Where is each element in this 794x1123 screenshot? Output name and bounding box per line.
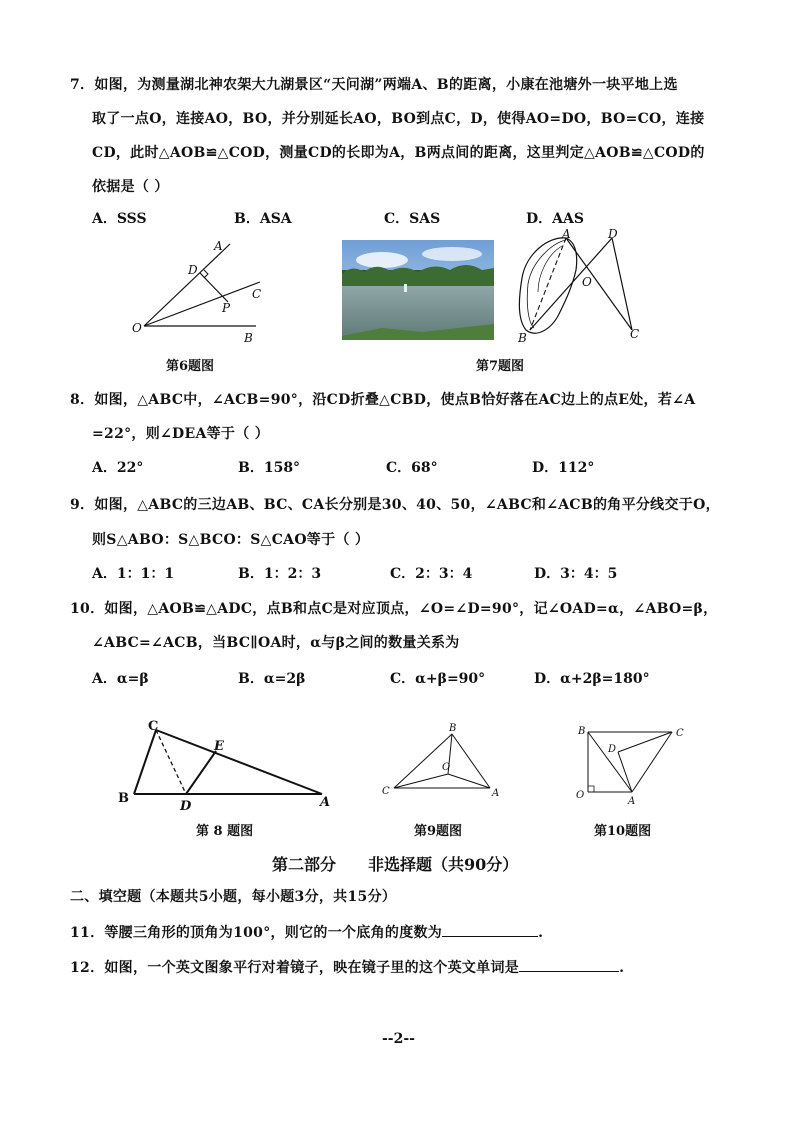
q11-answer-blank[interactable] [442, 922, 538, 937]
q12-end: . [619, 960, 625, 976]
q7-line-4: 依据是（ ） [92, 179, 169, 195]
figure-9-diagram [378, 722, 508, 802]
q9-line-2: 则S△ABO：S△BCO：S△CAO等于（ ） [92, 532, 370, 548]
part-two-title: 第二部分 非选择题（共90分） [272, 855, 519, 874]
fig10-label-b: B [578, 726, 586, 737]
q12-text: 12．如图，一个英文图象平行对着镜子，映在镜子里的这个英文单词是 [70, 960, 520, 976]
q8-option-d: D．112° [532, 460, 595, 476]
fig9-label-o: O [442, 762, 451, 773]
q8-line-2: =22°，则∠DEA等于（ ） [92, 426, 269, 442]
q11-text: 11．等腰三角形的顶角为100°，则它的一个底角的度数为 [70, 925, 443, 941]
q8-option-b: B．158° [238, 460, 301, 476]
fig6-label-b: B [244, 331, 253, 345]
q7-option-d: D．AAS [526, 211, 584, 227]
fig8-label-c: C [148, 719, 159, 734]
q7-line-1: 7．如图，为测量湖北神农架大九湖景区“天问湖”两端A、B的距离，小康在池塘外一块平地上选 [70, 77, 678, 93]
q8-option-c: C．68° [386, 460, 438, 476]
figure-7-diagram [508, 227, 658, 348]
figure-9-caption: 第9题图 [414, 824, 463, 839]
q9-option-b: B．1：2：3 [238, 566, 322, 582]
q7-line-3: CD，此时△AOB≌△COD，测量CD的长即为A，B两点间的距离，这里判定△AOB≌△COD的 [92, 145, 705, 161]
figure-10-diagram [572, 722, 692, 812]
fig8-label-b: B [118, 791, 129, 806]
fig10-label-a: A [628, 796, 636, 807]
q10-option-c: C．α+β=90° [390, 671, 486, 687]
fig6-label-d: D [188, 263, 198, 277]
fig8-label-a: A [320, 795, 331, 810]
q11-line [70, 922, 543, 942]
lake-photo [342, 240, 494, 340]
fig6-label-c: C [252, 287, 262, 301]
fig6-label-p: P [222, 301, 231, 315]
fig10-label-d: D [608, 744, 617, 755]
q12-answer-blank[interactable] [519, 957, 619, 972]
q7-line-2: 取了一点O，连接AO，BO，并分别延长AO，BO到点C，D，使得AO=DO，BO=CO，连接 [92, 111, 705, 127]
q11-end: . [538, 925, 544, 941]
fig8-label-e: E [214, 739, 224, 754]
fig9-label-c: C [382, 786, 390, 797]
q7-option-c: C．SAS [384, 211, 441, 227]
fig7-label-d: D [608, 227, 618, 241]
figure-6-caption: 第6题图 [166, 359, 215, 374]
figure-8-caption: 第 8 题图 [196, 824, 254, 839]
fig8-label-d: D [180, 799, 192, 814]
page-number: --2-- [382, 1031, 415, 1047]
q10-option-d: D．α+2β=180° [534, 671, 650, 687]
q10-line-1: 10．如图，△AOB≌△ADC，点B和点C是对应顶点，∠O=∠D=90°，记∠OAD=α，∠ABO=β， [70, 601, 718, 617]
figure-6-diagram [120, 236, 280, 351]
fig10-label-c: C [676, 728, 684, 739]
q7-option-a: A．SSS [92, 211, 147, 227]
fig7-label-o: O [582, 275, 592, 289]
fig9-label-b: B [449, 723, 457, 734]
q7-option-b: B．ASA [234, 211, 292, 227]
fig9-label-a: A [492, 788, 500, 799]
q12-line [70, 957, 624, 977]
fig6-label-o: O [132, 321, 142, 335]
fig6-label-a: A [214, 239, 223, 253]
q10-option-b: B．α=2β [238, 671, 306, 687]
fig7-label-a: A [562, 227, 571, 241]
q9-option-a: A．1：1：1 [92, 566, 175, 582]
fig7-label-c: C [630, 327, 640, 341]
figure-7-caption: 第7题图 [476, 359, 525, 374]
q8-option-a: A．22° [92, 460, 144, 476]
q9-line-1: 9．如图，△ABC的三边AB、BC、CA长分别是30、40、50，∠ABC和∠ACB的角平分线交于O， [70, 497, 720, 513]
q8-line-1: 8．如图，△ABC中，∠ACB=90°，沿CD折叠△CBD，使点B恰好落在AC边上的点E处，若∠A [70, 392, 696, 408]
figure-10-caption: 第10题图 [594, 824, 652, 839]
fig7-label-b: B [518, 331, 527, 345]
figure-8-diagram [112, 716, 342, 814]
fill-in-section-heading: 二、填空题（本题共5小题，每小题3分，共15分） [70, 889, 397, 905]
q9-option-d: D．3：4：5 [534, 566, 618, 582]
q10-option-a: A．α=β [92, 671, 149, 687]
q9-option-c: C．2：3：4 [390, 566, 473, 582]
q10-line-2: ∠ABC=∠ACB，当BC∥OA时，α与β之间的数量关系为 [92, 635, 460, 651]
fig10-label-o: O [576, 790, 585, 801]
